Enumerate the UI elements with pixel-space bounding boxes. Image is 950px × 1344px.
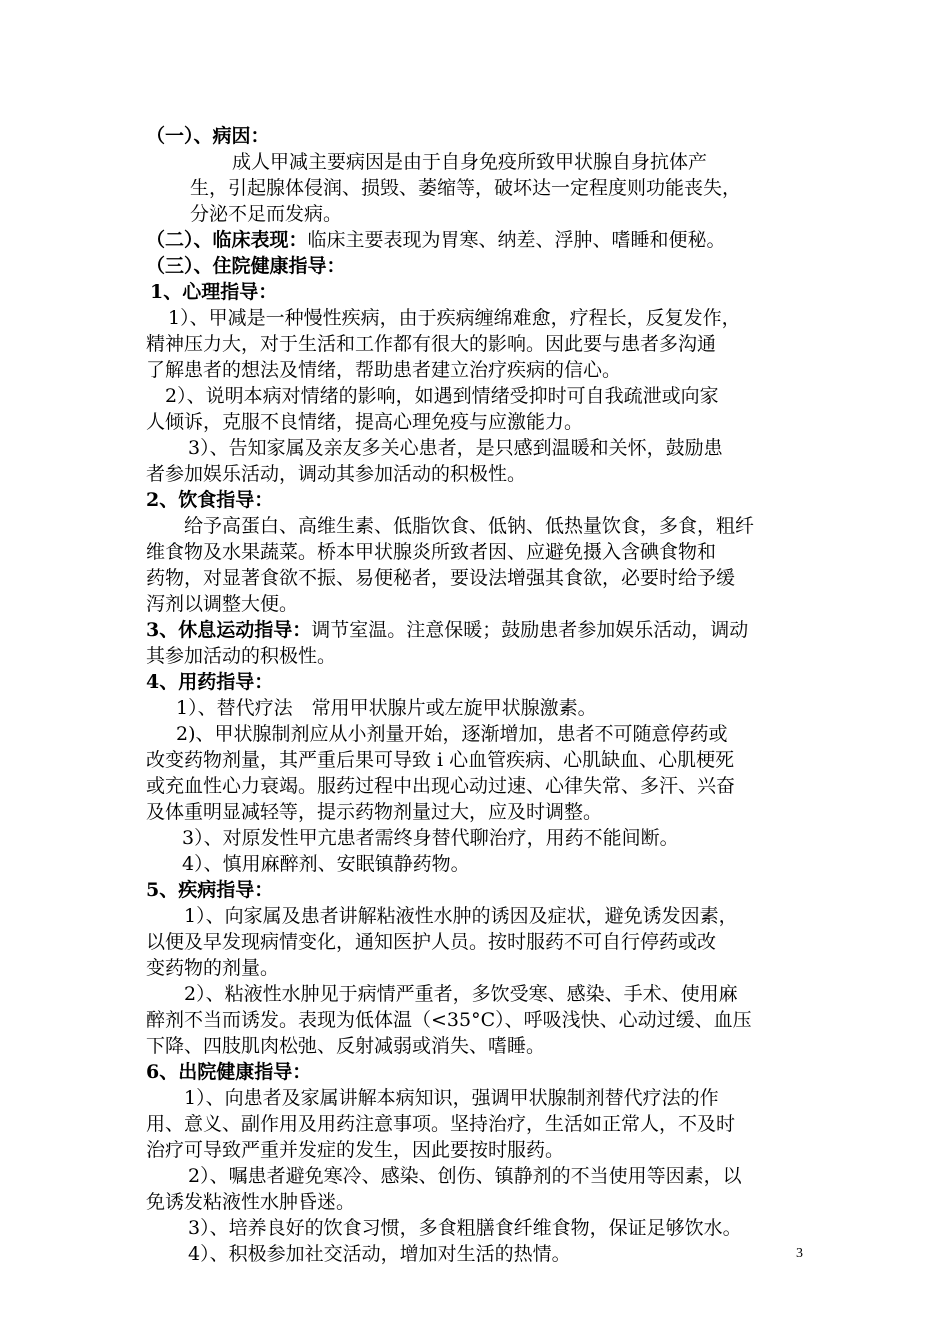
subheading-rest-exercise: 3、休息运动指导： (146, 619, 312, 641)
paragraph-line: 醉剂不当而诱发。表现为低体温（<35°C）、呼吸浅快、心动过缓、血压 (146, 1009, 752, 1031)
paragraph-line: 了解患者的想法及情绪，帮助患者建立治疗疾病的信心。 (146, 359, 622, 381)
section-heading-hospital-guidance: （三）、住院健康指导： (146, 255, 346, 277)
paragraph-line: 3）、对原发性甲亢患者需终身替代聊治疗，用药不能间断。 (182, 827, 679, 849)
paragraph-line: 1）、甲减是一种慢性疾病，由于疾病缠绵难愈，疗程长，反复发作， (168, 307, 741, 329)
rest-exercise-text: 调节室温。注意保暖；鼓励患者参加娱乐活动，调动 (311, 619, 749, 641)
paragraph-line: 4）、积极参加社交活动，增加对生活的热情。 (188, 1243, 571, 1265)
paragraph-line: 3）、告知家属及亲友多关心患者，是只感到温暖和关怀，鼓励患 (188, 437, 723, 459)
paragraph-line: 用、意义、副作用及用药注意事项。坚持治疗，生活如正常人，不及时 (146, 1113, 736, 1135)
section-heading-clinical: （二）、临床表现： (146, 229, 308, 251)
subheading-disease: 5、疾病指导： (146, 879, 274, 901)
paragraph-line: 2）、粘液性水肿见于病情严重者，多饮受寒、感染、手术、使用麻 (184, 983, 738, 1005)
paragraph-line: 治疗可导致严重并发症的发生，因此要按时服药。 (146, 1139, 565, 1161)
section-heading-cause: （一）、病因： (146, 125, 270, 147)
paragraph-line: 生，引起腺体侵润、损毁、萎缩等，破坏达一定程度则功能丧失， (190, 177, 742, 199)
paragraph-line: 2）、说明本病对情绪的影响，如遇到情绪受抑时可自我疏泄或向家 (165, 385, 719, 407)
subheading-discharge: 6、出院健康指导： (146, 1061, 312, 1083)
paragraph-line: 给予高蛋白、高维生素、低脂饮食、低钠、低热量饮食，多食，粗纤 (184, 515, 755, 537)
clinical-line (146, 227, 726, 253)
paragraph-line: 1）、向家属及患者讲解粘液性水肿的诱因及症状，避免诱发因素， (184, 905, 738, 927)
paragraph-line: 者参加娱乐活动，调动其参加活动的积极性。 (146, 463, 527, 485)
paragraph-line: 变药物的剂量。 (146, 957, 280, 979)
paragraph-line: 泻剂以调整大便。 (146, 593, 299, 615)
paragraph-line: 2)、甲状腺制剂应从小剂量开始，逐渐增加，患者不可随意停药或 (176, 723, 728, 745)
paragraph-line: 药物，对显著食欲不振、易便秘者，要设法增强其食欲，必要时给予缓 (146, 567, 736, 589)
paragraph-line: 及体重明显减轻等，提示药物剂量过大，应及时调整。 (146, 801, 603, 823)
paragraph-line: 其参加活动的积极性。 (146, 645, 337, 667)
paragraph-line: 分泌不足而发病。 (190, 203, 343, 225)
paragraph-line: 1）、替代疗法 常用甲状腺片或左旋甲状腺激素。 (176, 697, 597, 719)
paragraph-line: 2）、嘱患者避免寒冷、感染、创伤、镇静剂的不当使用等因素，以 (188, 1165, 742, 1187)
paragraph-line: 3）、培养良好的饮食习惯，多食粗膳食纤维食物，保证足够饮水。 (188, 1217, 742, 1239)
paragraph-line: 免诱发粘液性水肿昏迷。 (146, 1191, 356, 1213)
paragraph-line: 或充血性心力衰竭。服药过程中出现心动过速、心律失常、多汗、兴奋 (146, 775, 736, 797)
paragraph-line: 以便及早发现病情变化，通知医护人员。按时服药不可自行停药或改 (146, 931, 717, 953)
rest-exercise-line (146, 617, 748, 643)
paragraph-line: 维食物及水果蔬菜。桥本甲状腺炎所致者因、应避免摄入含碘食物和 (146, 541, 717, 563)
subheading-diet: 2、饮食指导： (146, 489, 274, 511)
paragraph-line: 改变药物剂量，其严重后果可导致 i 心血管疾病、心肌缺血、心肌梗死 (146, 749, 735, 771)
paragraph-line: 精神压力大，对于生活和工作都有很大的影响。因此要与患者多沟通 (146, 333, 717, 355)
paragraph-line: 人倾诉，克服不良情绪，提高心理免疫与应激能力。 (146, 411, 584, 433)
paragraph-line: 成人甲减主要病因是由于自身免疫所致甲状腺自身抗体产 (232, 151, 708, 173)
subheading-medication: 4、用药指导： (146, 671, 274, 693)
paragraph-line: 1）、向患者及家属讲解本病知识，强调甲状腺制剂替代疗法的作 (184, 1087, 719, 1109)
paragraph-line: 下降、四肢肌肉松弛、反射减弱或消失、嗜睡。 (146, 1035, 546, 1057)
subheading-psychological: 1、心理指导： (150, 281, 278, 303)
paragraph-line: 4）、慎用麻醉剂、安眠镇静药物。 (182, 853, 470, 875)
clinical-text: 临床主要表现为胃寒、纳差、浮肿、嗜睡和便秘。 (307, 229, 726, 251)
page-number: 3 (796, 1246, 803, 1261)
